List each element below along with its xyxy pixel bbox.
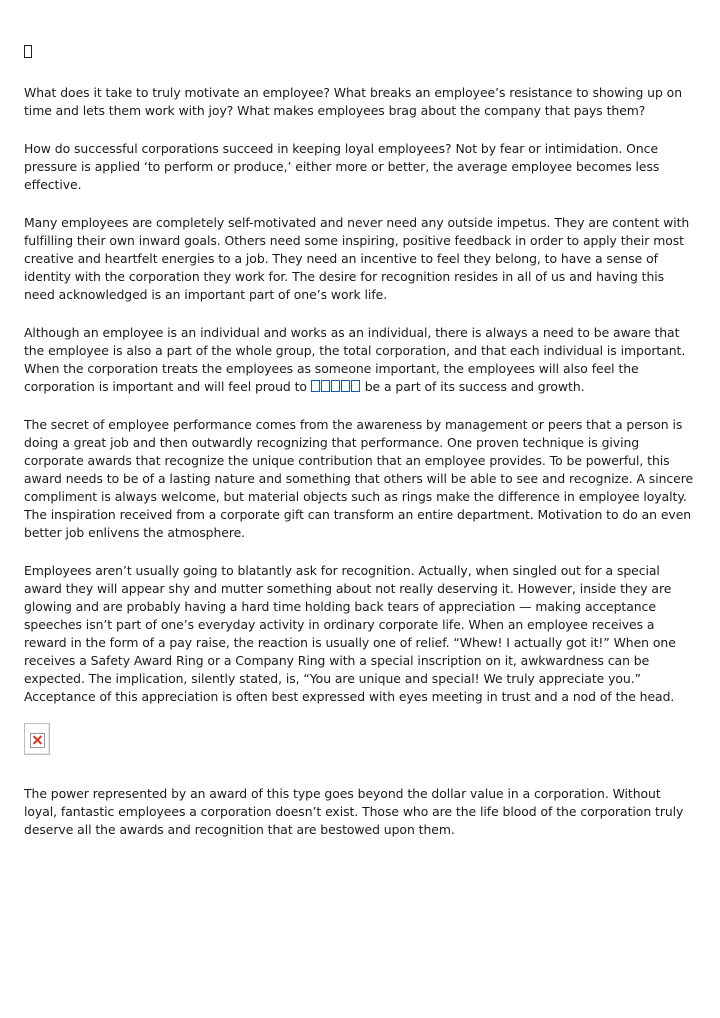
link-glyph-icon	[341, 380, 350, 392]
paragraph-3: Many employees are completely self-motivated and never need any outside impetus. They are content with fulfilling their own inward goals. Others need some inspiring, positive feedback in order to apply their most creative and heartfelt energies to a job. They need an incentive to feel they belong, to have a sense of identity with the corporation they work for. The desire for recognition resides in all of us and having this need acknowledged is an important part of one’s work life.	[24, 215, 690, 302]
spacer	[24, 755, 696, 785]
link-glyph-icon	[331, 380, 340, 392]
link-glyph-icon	[311, 380, 320, 392]
link-glyph-icon	[321, 380, 330, 392]
missing-glyph-icon	[24, 44, 696, 60]
paragraph-2: How do successful corporations succeed in keeping loyal employees? Not by fear or intimidation. Once pressure is applied ‘to perform or produce,’ either more or better, the average employee becomes less effective.	[24, 141, 660, 192]
paragraph-7: The power represented by an award of this type goes beyond the dollar value in a corporation. Without loyal, fantastic employees a corporation doesn’t exist. Those who are the life blood of the corporation truly deserve all the awards and recognition that are bestowed upon them.	[24, 786, 684, 837]
paragraph-1: What does it take to truly motivate an employee? What breaks an employee’s resistance to showing up on time and lets them work with joy? What makes employees brag about the company that pays them?	[24, 85, 683, 118]
link-glyph-icon	[351, 380, 360, 392]
paragraph-6: Employees aren’t usually going to blatantly ask for recognition. Actually, when singled out for a special award they will appear shy and mutter something about not really deserving it. However, inside they are glowing and are probably having a hard time holding back tears of appreciation — making acceptance speeches isn’t part of one’s everyday activity in ordinary corporate life. When an employee receives a reward in the form of a pay raise, the reaction is usually one of relief. “Whew! I actually got it!” When one receives a Safety Award Ring or a Company Ring with a special inscription on it, awkwardness can be expected. The implication, silently stated, is, “You are unique and special! We truly appreciate you.” Acceptance of this appreciation is often best expressed with eyes meeting in trust and a nod of the head.	[24, 563, 676, 704]
paragraph-4-before-link: Although an employee is an individual and works as an individual, there is always a need to be aware that the employee is also a part of the whole group, the total corporation, and that each individual is important. When the corporation treats the employees as someone important, the employees will also feel the corporation is important and will feel proud to	[24, 325, 686, 394]
glyph-box	[24, 45, 32, 58]
broken-image-x-icon	[30, 733, 45, 748]
document-page	[24, 0, 696, 839]
inline-link[interactable]	[311, 379, 361, 394]
broken-image-icon	[24, 723, 50, 755]
paragraph-5: The secret of employee performance comes from the awareness by management or peers that a person is doing a great job and then outwardly recognizing that performance. One proven technique is giving corporate awards that recognize the unique contribution that an employee provides. To be powerful, this award needs to be of a lasting nature and something that others will be able to see and recognize. A sincere compliment is always welcome, but material objects such as rings make the difference in employee loyalty. The inspiration received from a corporate gift can transform an entire department. Motivation to do an even better job enlivens the atmosphere.	[24, 417, 694, 540]
paragraph-4	[24, 324, 696, 396]
paragraph-4-after-link: be a part of its success and growth.	[360, 379, 585, 394]
